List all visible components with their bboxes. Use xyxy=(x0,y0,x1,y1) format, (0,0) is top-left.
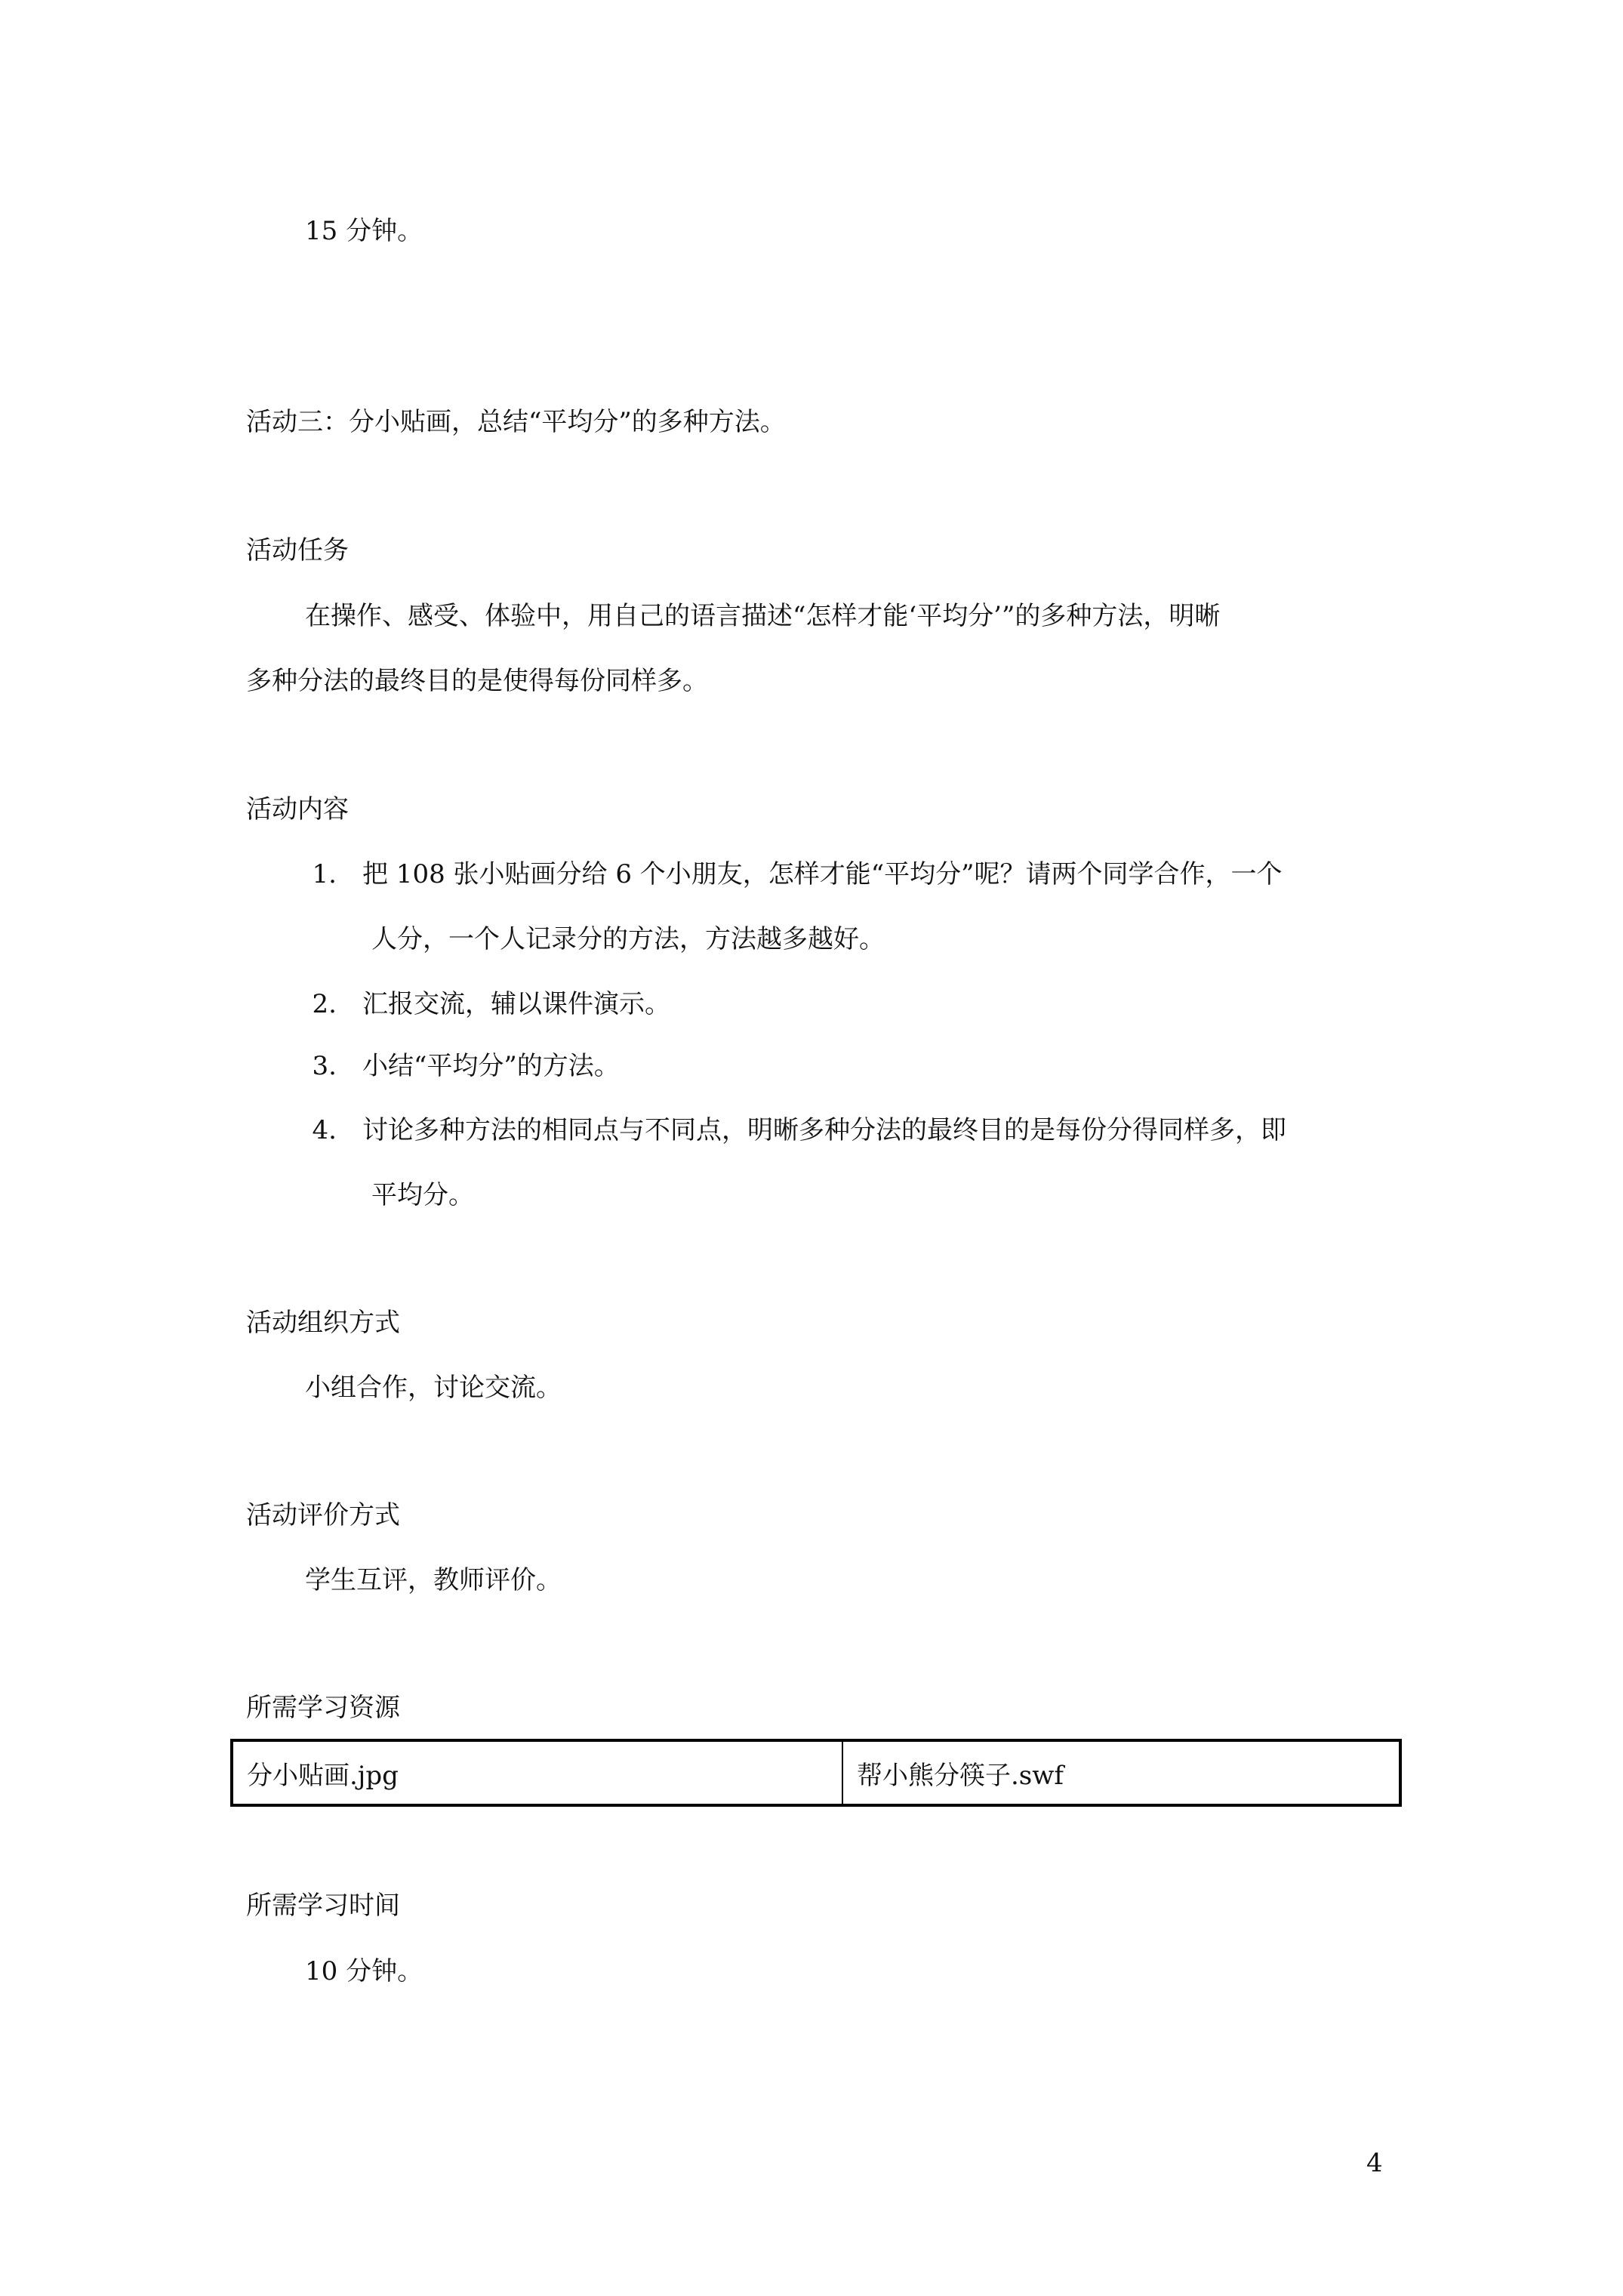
organization-heading: 活动组织方式 xyxy=(246,1308,400,1338)
list-item-text: 汇报交流，辅以课件演示。 xyxy=(362,989,670,1019)
resource-file-cell: 分小贴画.jpg xyxy=(233,1742,843,1804)
list-item-text-continued: 人分，一个人记录分的方法，方法越多越好。 xyxy=(371,924,885,954)
list-item-number: 4. xyxy=(312,1115,337,1145)
content-heading: 活动内容 xyxy=(246,794,349,824)
list-item-number: 1. xyxy=(312,859,337,889)
evaluation-heading: 活动评价方式 xyxy=(246,1500,400,1530)
task-text-line2: 多种分法的最终目的是使得每份同样多。 xyxy=(246,666,708,696)
resources-heading: 所需学习资源 xyxy=(246,1693,400,1723)
list-item-number: 3. xyxy=(312,1051,337,1081)
previous-time-text: 15 分钟。 xyxy=(305,216,423,246)
activity-title: 活动三：分小贴画，总结“平均分”的多种方法。 xyxy=(246,407,786,437)
resources-table xyxy=(230,1739,1402,1807)
list-item-number: 2. xyxy=(312,989,337,1019)
task-heading: 活动任务 xyxy=(246,535,349,566)
evaluation-text: 学生互评，教师评价。 xyxy=(305,1565,562,1595)
task-text-line1: 在操作、感受、体验中，用自己的语言描述“怎样才能‘平均分’”的多种方法，明晰 xyxy=(305,601,1221,631)
list-item-text: 把 108 张小贴画分给 6 个小朋友，怎样才能“平均分”呢？请两个同学合作，一个 xyxy=(362,859,1283,889)
list-item-text: 讨论多种方法的相同点与不同点，明晰多种分法的最终目的是每份分得同样多，即 xyxy=(362,1115,1286,1145)
organization-text: 小组合作，讨论交流。 xyxy=(305,1373,562,1403)
time-text: 10 分钟。 xyxy=(305,1956,423,1986)
time-heading: 所需学习时间 xyxy=(246,1891,400,1921)
list-item-text: 小结“平均分”的方法。 xyxy=(362,1051,620,1081)
resource-file-cell: 帮小熊分筷子.swf xyxy=(857,1760,1064,1791)
list-item-text-continued: 平均分。 xyxy=(371,1180,474,1210)
page-number: 4 xyxy=(1366,2148,1383,2178)
